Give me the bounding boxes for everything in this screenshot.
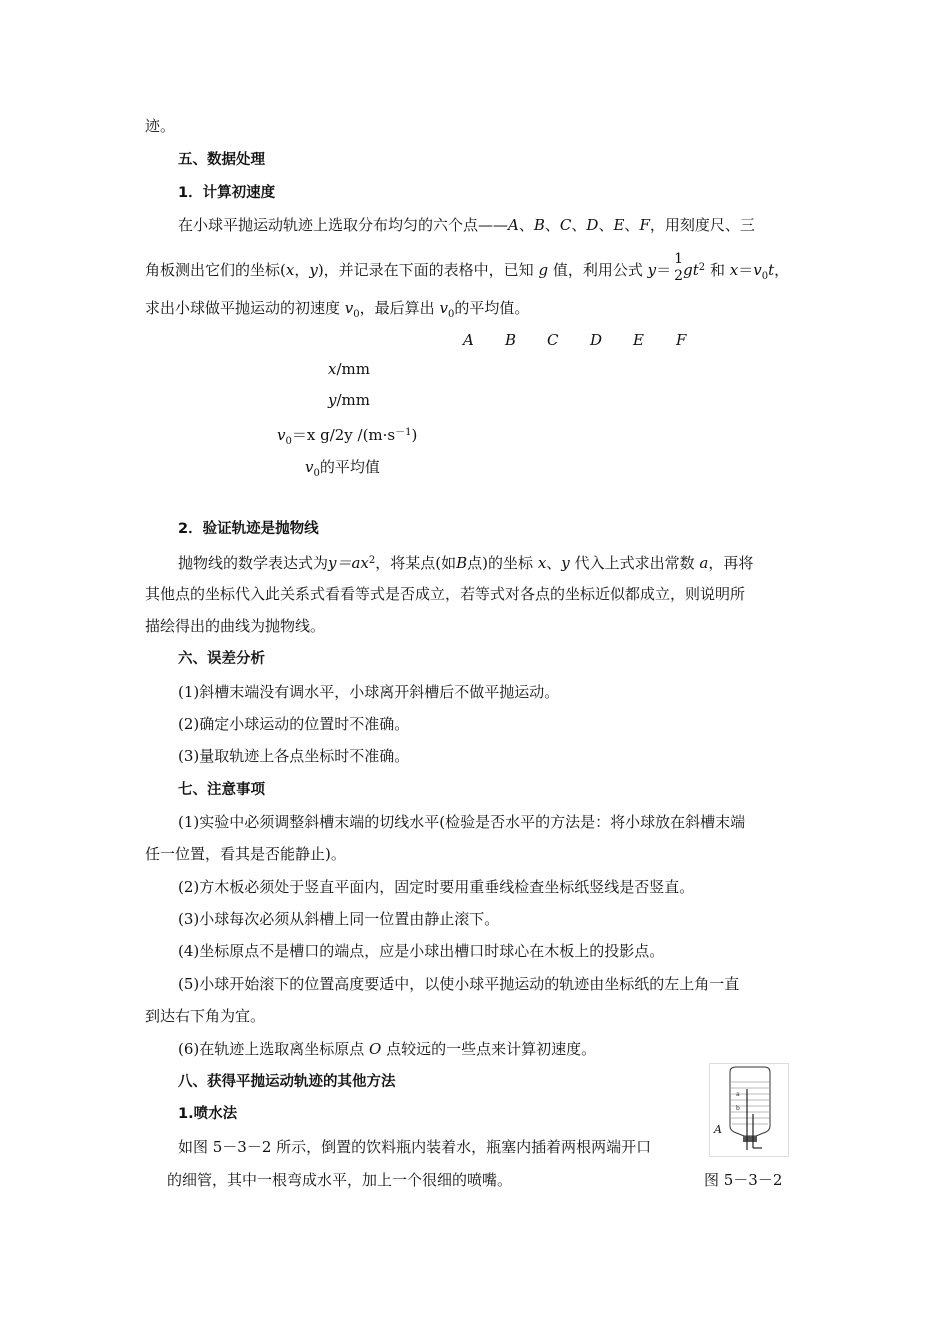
- paragraph-line: 求出小球做平抛运动的初速度 $v_0$，最后算出 $v_0$的平均值。: [145, 299, 530, 320]
- list-item: (4)坐标原点不是槽口的端点，应是小球出槽口时球心在木板上的投影点。: [178, 942, 665, 960]
- table-header-B: B: [505, 331, 517, 349]
- paragraph-line: 描绘得出的曲线为抛物线。: [145, 617, 326, 635]
- figure-label-A: A: [714, 1123, 722, 1136]
- list-item: (5)小球开始滚下的位置高度要适中，以使小球平抛运动的轨迹由坐标纸的左上角一直: [178, 975, 740, 993]
- paragraph-line: 角板测出它们的坐标(x，y)，并记录在下面的表格中，已知 g 值，利用公式 y＝ 1 2 $gt^2$ 和 $x=v_0t$，: [145, 251, 790, 284]
- table-header-E: E: [633, 331, 644, 349]
- list-item: 到达右下角为宜。: [145, 1007, 266, 1025]
- table-header-F: F: [676, 331, 687, 349]
- bottle-figure: [709, 1063, 789, 1157]
- paragraph-line: 如图 5－3－2 所示，倒置的饮料瓶内装着水，瓶塞内插着两根两端开口: [178, 1138, 652, 1156]
- section-heading-data-processing: 五、数据处理: [178, 152, 265, 168]
- list-item: (1)实验中必须调整斜槽末端的切线水平(检验是否水平的方法是：将小球放在斜槽末端: [178, 813, 746, 831]
- subheading-water-jet: 1.喷水法: [178, 1106, 238, 1122]
- svg-text:a: a: [736, 1091, 740, 1098]
- subheading-initial-velocity: 1．计算初速度: [178, 185, 276, 201]
- section-heading-other-methods: 八、获得平抛运动轨迹的其他方法: [178, 1074, 396, 1090]
- section-heading-precautions: 七、注意事项: [178, 782, 265, 798]
- table-row-x: x/mm: [328, 360, 370, 378]
- list-item: 任一位置，看其是否能静止)。: [145, 845, 346, 863]
- paragraph-tail: 迹。: [145, 117, 176, 135]
- list-item: (2)方木板必须处于竖直平面内，固定时要用重垂线检查坐标纸竖线是否竖直。: [178, 878, 695, 896]
- table-row-v0: $v_0=x$ g/2y $/(m\cdot s^{-1})$: [277, 426, 418, 447]
- figure-caption: 图 5－3－2: [704, 1171, 783, 1189]
- table-row-v0-average: $v_0$的平均值: [305, 458, 380, 479]
- subheading-verify-parabola: 2．验证轨迹是抛物线: [178, 521, 319, 537]
- table-header-C: C: [547, 331, 559, 349]
- section-heading-error-analysis: 六、误差分析: [178, 651, 265, 667]
- list-item: (3)小球每次必须从斜槽上同一位置由静止滚下。: [178, 910, 500, 928]
- table-row-y: y/mm: [328, 391, 370, 409]
- list-item: (1)斜槽末端没有调水平，小球离开斜槽后不做平抛运动。: [178, 683, 560, 701]
- paragraph-line: 抛物线的数学表达式为$y=ax^2$，将某点(如B点)的坐标 x、y 代入上式求出常数 a，再将: [178, 554, 754, 572]
- list-item: (2)确定小球运动的位置时不准确。: [178, 715, 410, 733]
- table-header-A: A: [463, 331, 474, 349]
- list-item: (3)量取轨迹上各点坐标时不准确。: [178, 747, 410, 765]
- fraction-one-half: 1 2: [674, 251, 684, 284]
- list-item: (6)在轨迹上选取离坐标原点 O 点较远的一些点来计算初速度。: [178, 1040, 597, 1058]
- inverted-bottle-illustration: [710, 1064, 788, 1156]
- table-header-D: D: [590, 331, 603, 349]
- paragraph-line: 在小球平抛运动轨迹上选取分布均匀的六个点——A、B、C、D、E、F，用刻度尺、三: [178, 216, 755, 234]
- paragraph-line: 其他点的坐标代入此关系式看看等式是否成立，若等式对各点的坐标近似都成立，则说明所: [145, 585, 746, 603]
- svg-text:b: b: [736, 1105, 740, 1112]
- paragraph-line: 的细管，其中一根弯成水平，加上一个很细的喷嘴。: [167, 1171, 513, 1189]
